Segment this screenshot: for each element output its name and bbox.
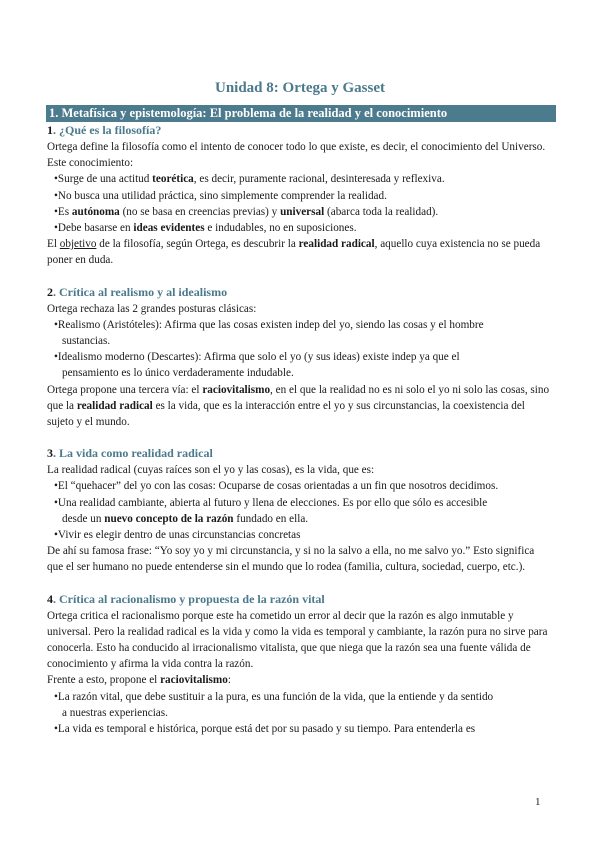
list-item: •Una realidad cambiante, abierta al futuro y llena de elecciones. Es por ello que sólo es accesible [54, 496, 488, 509]
section-1-intro: Ortega define la filosofía como el intento de conocer todo lo que existe, es decir, el conocimiento del Universo. Este conocimiento: [47, 141, 546, 170]
list-item: •La vida es temporal e histórica, porque está det por su pasado y su tiempo. Para entenderla es [54, 723, 476, 736]
list-item-continuation: pensamiento es lo único verdaderamente indudable. [62, 367, 294, 380]
section-2-paragraph: Ortega propone una tercera vía: el raciovitalismo, en el que la realidad no es ni solo el yo ni solo las cosas, sino que la realidad radical es la vida, que es la interacción entre el yo y sus circunstancias, la coexistencia del sujeto y el mundo. [47, 383, 550, 429]
list-item: •Vivir es elegir dentro de unas circunstancias concretas [54, 529, 301, 542]
list-item: •Es autónoma (no se basa en creencias previas) y universal (abarca toda la realidad). [54, 205, 439, 218]
list-item-continuation: desde un nuevo concepto de la razón fundado en ella. [62, 512, 309, 525]
list-item: •Idealismo moderno (Descartes): Afirma que solo el yo (y sus ideas) existe indep ya que el [54, 351, 460, 364]
list-item-continuation: sustancias. [62, 335, 111, 348]
list-item: •La razón vital, que debe sustituir a la pura, es una función de la vida, que la entiende y da sentido [54, 690, 494, 703]
section-2-heading: 2. Crítica al realismo y al idealismo [47, 284, 228, 299]
document-body [47, 121, 552, 737]
list-item: •Debe basarse en ideas evidentes e indudables, no en suposiciones. [54, 222, 357, 235]
section-1-paragraph: El objetivo de la filosofía, según Ortega, es descubrir la realidad radical, aquello cuya existencia no se pueda poner en duda. [47, 238, 541, 267]
section-3-paragraph: De ahí su famosa frase: “Yo soy yo y mi circunstancia, y si no la salvo a ella, no me salvo yo.” Esto significa que el ser humano no puede entenderse sin el mundo que lo rodea (familia, cultura, sociedad, cuerpo, etc.). [47, 545, 535, 574]
section-3-intro: La realidad radical (cuyas raíces son el yo y las cosas), es la vida, que es: [47, 464, 375, 477]
section-4-paragraph: Ortega critica el racionalismo porque este ha cometido un error al decir que la razón es algo inmutable y universal. Pero la realidad radical es la vida y como la vida es temporal y cambiante, la razón pura no sirve para conocerla. Esto ha conducido al irracionalismo vitalista, que que niega que la razón sea una fuente válida de conocimiento y afirma la vida contra la razón. [47, 609, 548, 671]
list-item: •Surge de una actitud teorética, es decir, puramente racional, desinteresada y reflexiva. [54, 173, 445, 186]
list-item: •No busca una utilidad práctica, sino simplemente comprender la realidad. [54, 189, 387, 202]
section-2-intro: Ortega rechaza las 2 grandes posturas clásicas: [47, 302, 257, 315]
list-item: •Realismo (Aristóteles): Afirma que las cosas existen indep del yo, siendo las cosas y el hombre [54, 318, 484, 331]
section-4-intro: Frente a esto, propone el raciovitalismo: [47, 674, 231, 687]
page-title: Unidad 8: Ortega y Gasset [215, 80, 385, 96]
section-1-heading: 1. ¿Qué es la filosofía? [47, 123, 162, 137]
list-item: •El “quehacer” del yo con las cosas: Ocuparse de cosas orientadas a un fin que nosotros decidimos. [54, 480, 499, 493]
section-3-heading: 3. La vida como realidad radical [47, 446, 213, 461]
list-item-continuation: a nuestras experiencias. [62, 706, 168, 719]
page-number: 1 [535, 796, 541, 808]
section-banner: 1. Metafísica y epistemología: El problema de la realidad y el conocimiento [46, 105, 556, 122]
section-4-heading: 4. Crítica al racionalismo y propuesta de la razón vital [47, 591, 325, 606]
